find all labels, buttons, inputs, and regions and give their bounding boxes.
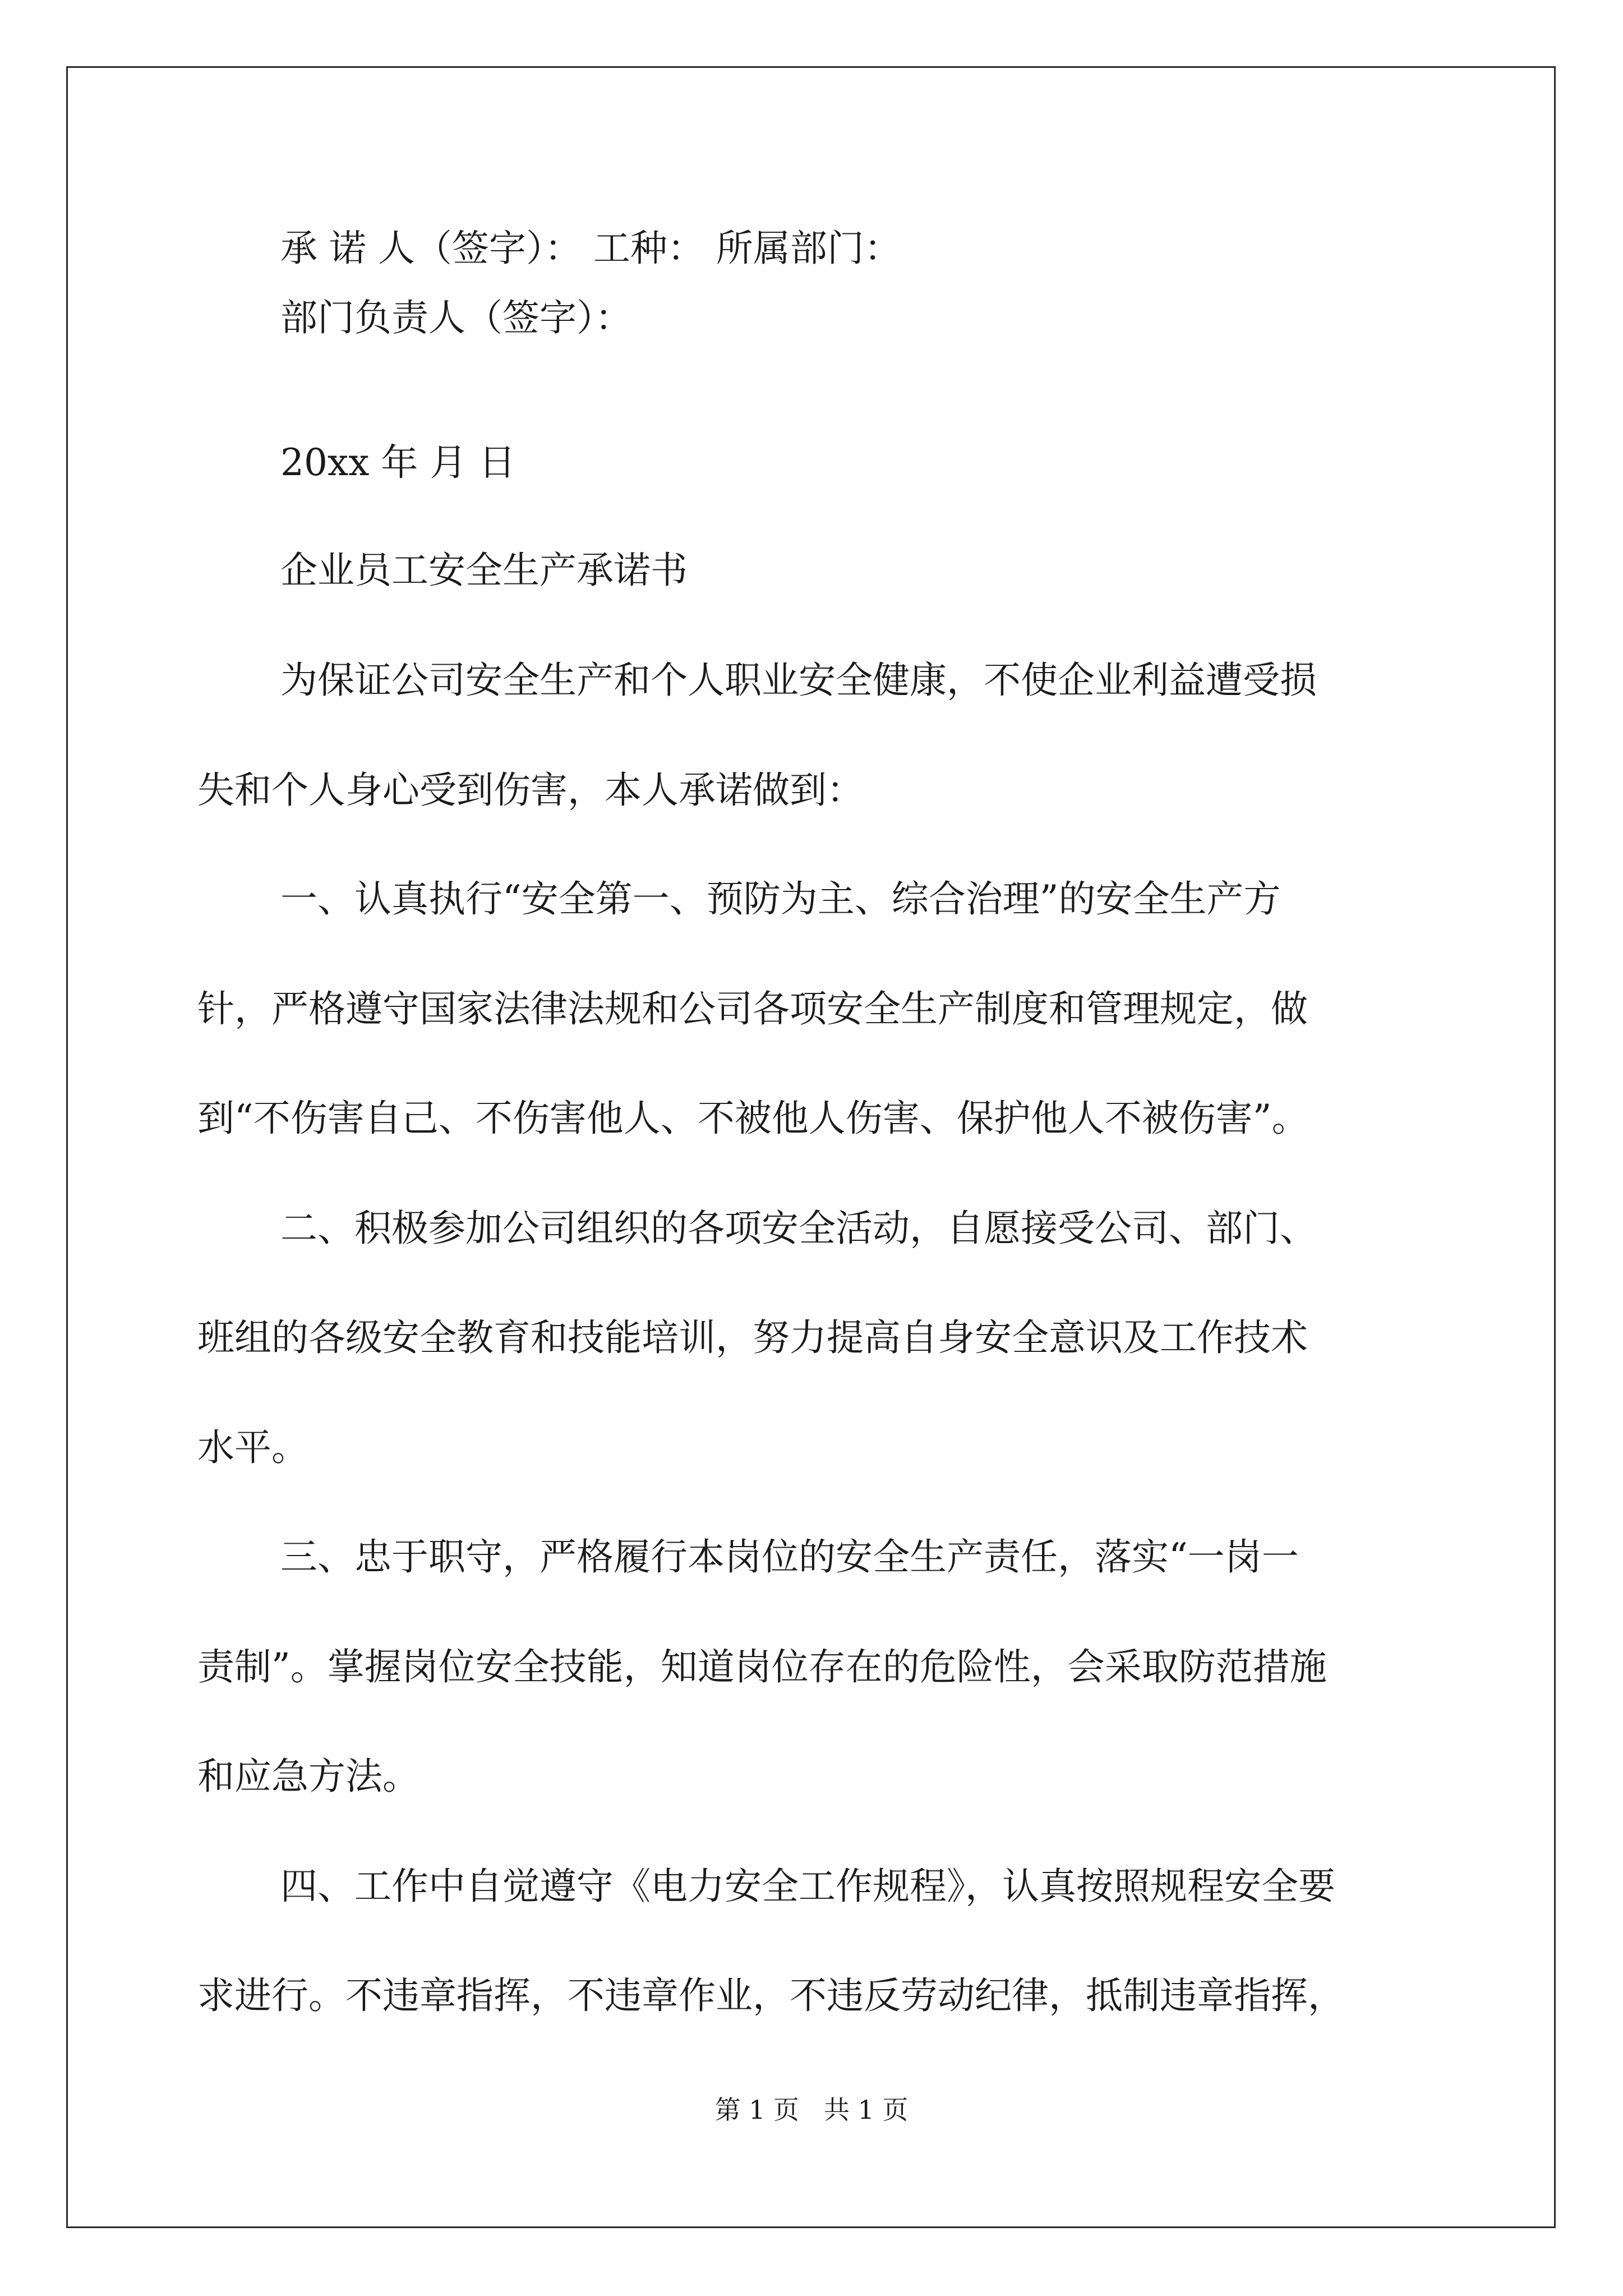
paragraph-4-line: 求进行。不违章指挥，不违章作业，不违反劳动纪律，抵制违章指挥， [197, 1974, 1345, 2017]
paragraph-3-line: 三、忠于职守，严格履行本岗位的安全生产责任，落实“一岗一 [280, 1535, 1299, 1579]
page-number-footer: 第 1 页 共 1 页 [714, 2095, 909, 2125]
paragraph-1-line: 针，严格遵守国家法律法规和公司各项安全生产制度和管理规定，做 [197, 987, 1308, 1030]
paragraph-2-line: 水平。 [197, 1426, 308, 1469]
date-line: 20xx 年 月 日 [280, 441, 516, 484]
paragraph-intro-line: 为保证公司安全生产和个人职业安全健康，不使企业利益遭受损 [280, 659, 1317, 702]
paragraph-2-line: 班组的各级安全教育和技能培训，努力提高自身安全意识及工作技术 [197, 1316, 1308, 1359]
paragraph-1-line: 到“不伤害自己、不伤害他人、不被他人伤害、保护他人不被伤害”。 [197, 1097, 1309, 1140]
paragraph-4-line: 四、工作中自觉遵守《电力安全工作规程》，认真按照规程安全要 [280, 1865, 1335, 1908]
document-title: 企业员工安全生产承诺书 [280, 549, 688, 592]
paragraph-1-line: 一、认真执行“安全第一、预防为主、综合治理”的安全生产方 [280, 877, 1281, 921]
dept-head-signature: 部门负责人（签字）： [280, 296, 632, 339]
paragraph-3-line: 和应急方法。 [197, 1755, 419, 1798]
paragraph-3-line: 责制”。掌握岗位安全技能，知道岗位存在的危险性，会采取防范措施 [197, 1645, 1327, 1688]
paragraph-2-line: 二、积极参加公司组织的各项安全活动，自愿接受公司、部门、 [280, 1207, 1317, 1250]
signature-line: 承 诺 人（签字）： 工种： 所属部门： [280, 227, 901, 270]
paragraph-intro-line: 失和个人身心受到伤害，本人承诺做到： [197, 769, 864, 812]
